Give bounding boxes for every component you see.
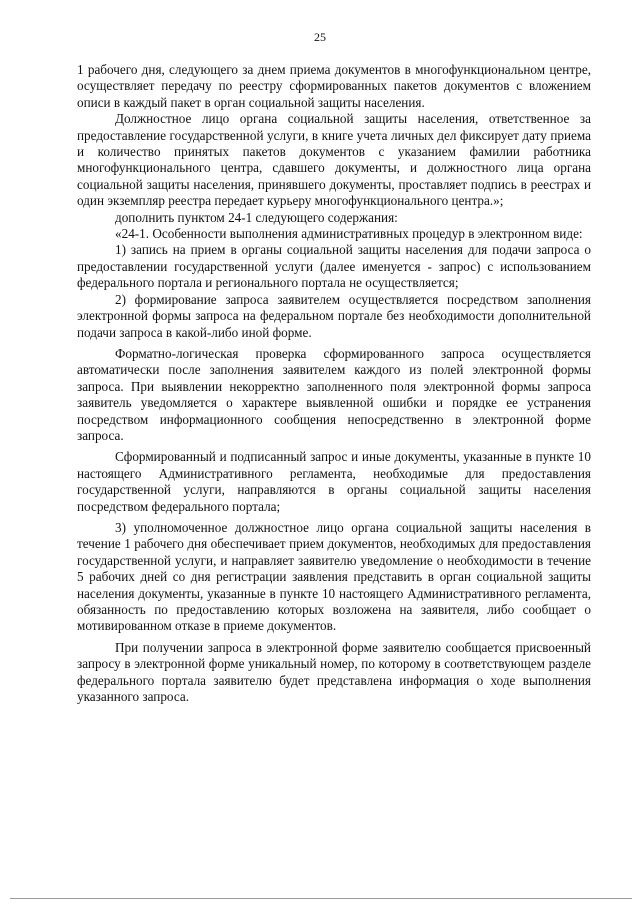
paragraph: Сформированный и подписанный запрос и иные документы, указанные в пункте 10 настоящего Административного регламента, необходимые для предоставления государственной услуги, направляются в органы социальной защиты населения посредством федерального портала; [77,449,591,514]
page-number: 25 [314,30,326,44]
list-item: 3) уполномоченное должностное лицо органа социальной защиты населения в течение 1 рабочего дня обеспечивает прием документов, необходимых для предоставления государственной услуги, и направляет заявителю уведомление о необходимости в течение 5 рабочих дней со дня регистрации заявления представить в орган социальной защиты населения документы, указанные в пункте 10 настоящего Административного регламента, обязанность по предоставлению которых возложена на заявителя, либо сообщает о мотивированном отказе в приеме документов. [77,519,591,634]
document-body [77,62,591,705]
scan-edge-line [10,898,632,899]
paragraph: При получении запроса в электронной форме заявителю сообщается присвоенный запросу в электронной форме уникальный номер, по которому в соответствующем разделе федерального портала заявителю будет представлена информация о ходе выполнения указанного запроса. [77,639,591,705]
paragraph: Должностное лицо органа социальной защиты населения, ответственное за предоставление государственной услуги, в книге учета личных дел фиксирует дату приема и количество принятых пакетов документов с указанием фамилии работника многофункционального центра, сдавшего документы, и должностного лица органа социальной защиты населения, принявшего документы, проставляет подпись в реестрах и один экземпляр реестра передает курьеру многофункционального центра.»; [77,111,591,209]
paragraph: 1 рабочего дня, следующего за днем приема документов в многофункциональном центре, осуществляет передачу по реестру сформированных пакетов документов с вложением описи в каждый пакет в орган социальной защиты населения. [77,62,591,110]
list-item: 2) формирование запроса заявителем осуществляется посредством заполнения электронной формы запроса на федеральном портале без необходимости дополнительной подачи запроса в какой-либо иной форме. [77,291,591,340]
list-item: 1) запись на прием в органы социальной защиты населения для подачи запроса о предоставлении государственной услуги (далее именуется - запрос) с использованием федерального портала и регионального портала не осуществляется; [77,242,591,291]
paragraph: «24-1. Особенности выполнения административных процедур в электронном виде: [115,226,583,242]
paragraph: дополнить пунктом 24-1 следующего содержания: [115,209,398,225]
paragraph: Форматно-логическая проверка сформированного запроса осуществляется автоматически после заполнения заявителем каждого из полей электронной формы запроса. При выявлении некорректно заполненного поля электронной формы запроса заявитель уведомляется о характере выявленной ошибки и порядке ее устранения посредством информационного сообщения непосредственно в электронной форме запроса. [77,345,591,443]
